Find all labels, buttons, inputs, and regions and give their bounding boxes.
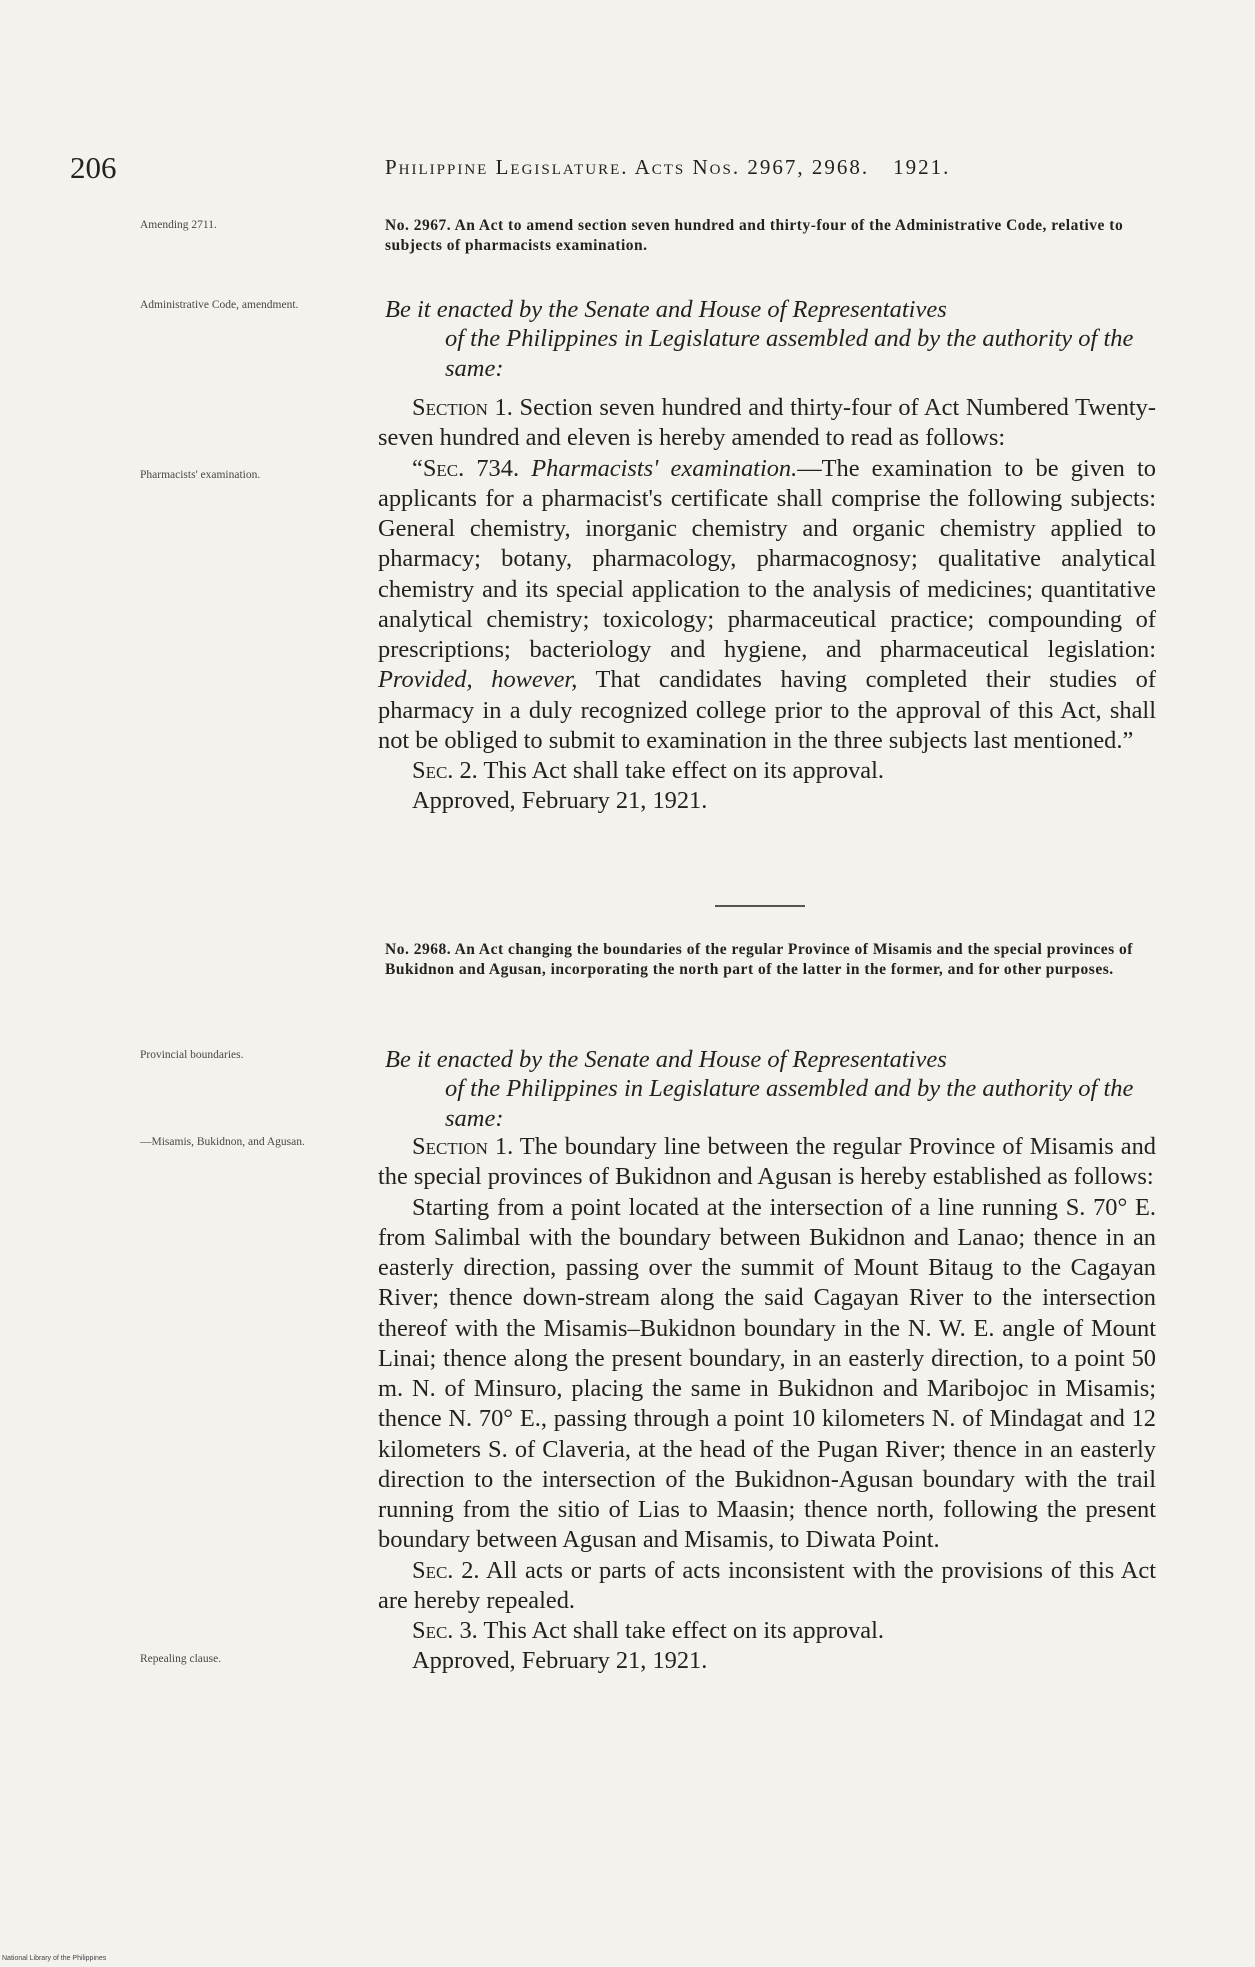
margin-note-pharmacists: Pharmacists' examination. (140, 469, 261, 481)
enacting-line-1: Be it enacted by the Senate and House of Representatives (385, 1046, 947, 1073)
section-2: Sec. 2. All acts or parts of acts inconsistent with the provisions of this Act are hereby repealed. (378, 1556, 1156, 1614)
act-2968-enacting-clause (385, 1045, 1155, 1133)
act-2967-body (378, 393, 1156, 817)
running-title: Philippine Legislature. Acts Nos. 2967, 2968. (385, 155, 870, 179)
section-734-quote: “Sec. 734. Pharmacists' examination.—The examination to be given to applicants for a pharmacist's certificate shall comprise the following subjects: General chemistry, inorganic chemistry and organic chemistry applied to pharmacy; botany, pharmacology, pharmacognosy; qualitative analytical chemistry and its special application to the analysis of medicines; quantitative analytical chemistry; toxicology; pharmaceutical practice; compounding of prescriptions; bacteriology and hygiene, and pharmaceutical legislation: Provided, however, That candidates having completed their studies of pharmacy in a duly recognized college prior to the approval of this Act, shall not be obliged to submit to examination in the three subjects last mentioned.” (378, 454, 1157, 754)
margin-note-repealing: Repealing clause. (140, 1653, 222, 1665)
act-2967-title: No. 2967. An Act to amend section seven hundred and thirty-four of the Administrative Code, relative to subjects of pharmacists examination. (385, 217, 1124, 255)
act-2967-enacting-clause (385, 295, 1155, 383)
margin-note-misamis: —Misamis, Bukidnon, and Agusan. (140, 1136, 305, 1148)
section-1: Section 1. The boundary line between the regular Province of Misamis and the special provinces of Bukidnon and Agusan is hereby established as follows: (378, 1133, 1156, 1191)
enacting-line-1: Be it enacted by the Senate and House of Representatives (385, 296, 947, 323)
margin-note-provincial-boundaries: Provincial boundaries. (140, 1049, 244, 1061)
page-number: 206 (70, 150, 117, 185)
running-head (385, 155, 950, 180)
margin-note-admin-code: Administrative Code, amendment. (140, 299, 299, 311)
boundary-description: Starting from a point located at the intersection of a line running S. 70° E. from Salimbal with the boundary between Bukidnon and Lanao; thence in an easterly direction, passing over the summit of Mount Bitaug to the Cagayan River; thence down-stream along the said Cagayan River to the intersection thereof with the Misamis–Bukidnon boundary in the N. W. E. angle of Mount Linai; thence along the present boundary, in an easterly direction, to a point 50 m. N. of Minsuro, placing the same in Bukidnon and Maribojoc in Misamis; thence N. 70° E., passing through a point 10 kilometers N. of Mindagat and 12 kilometers S. of Claveria, at the head of the Pugan River; thence in an easterly direction to the intersection of the Bukidnon-Agusan boundary with the trail running from the sitio of Lias to Maasin; thence north, following the present boundary between Agusan and Misamis, to Diwata Point. (378, 1193, 1156, 1554)
running-year: 1921. (893, 155, 951, 179)
section-divider (715, 905, 805, 907)
approval-date: Approved, February 21, 1921. (412, 787, 708, 815)
enacting-line-2: of the Philippines in Legislature assembled and by the authority of the same: (445, 325, 1134, 382)
margin-note-amending: Amending 2711. (140, 219, 217, 231)
footer-credit: National Library of the Philippines (2, 1955, 107, 1962)
section-3: Sec. 3. This Act shall take effect on its approval. (412, 1617, 884, 1644)
act-2968-body (378, 1132, 1156, 1677)
section-1: Section 1. Section seven hundred and thirty-four of Act Numbered Twenty-seven hundred and eleven is hereby amended to read as follows: (378, 394, 1156, 452)
act-2968-title: No. 2968. An Act changing the boundaries of the regular Province of Misamis and the special provinces of Bukidnon and Agusan, incorporating the north part of the latter in the former, and for other purposes. (385, 941, 1133, 979)
enacting-line-2: of the Philippines in Legislature assembled and by the authority of the same: (445, 1075, 1134, 1132)
approval-date: Approved, February 21, 1921. (412, 1647, 708, 1675)
section-2: Sec. 2. This Act shall take effect on its approval. (412, 757, 884, 784)
